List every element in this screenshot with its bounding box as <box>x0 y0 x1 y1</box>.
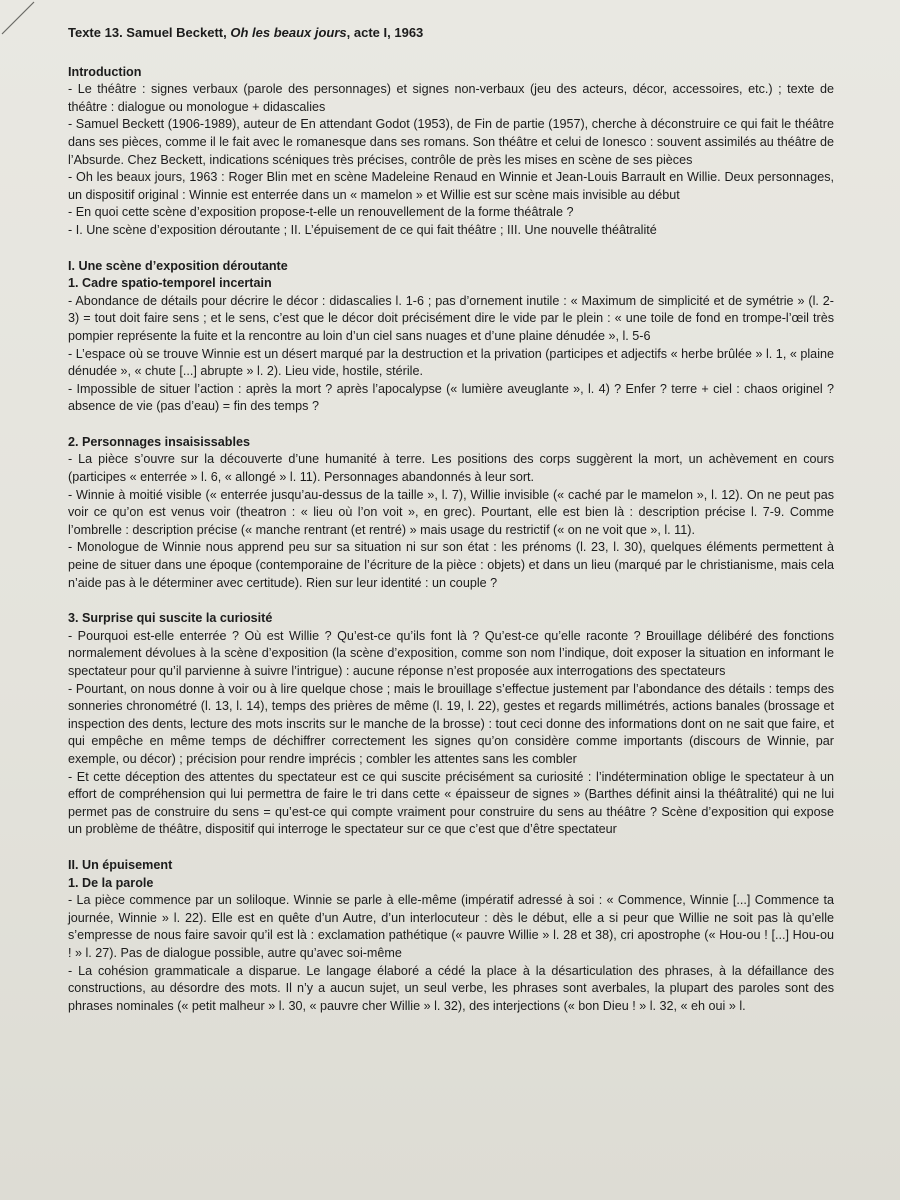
part1-sub1-paragraph: - Impossible de situer l’action : après la mort ? après l’apocalypse (« lumière aveuglante », l. 4) ? Enfer ? terre + ciel : chaos originel ? absence de vie (pas d’eau) = fin des temps ? <box>68 381 834 414</box>
part1-sub2-paragraph: - Monologue de Winnie nous apprend peu sur sa situation ni sur son état : les prénoms (l. 23, l. 30), quelques éléments permettent à peine de situer dans une époque (contemporaine de l’écriture de la pièce : objets) et dans un lieu (marqué par le christianisme, mais cela n’aide pas à le déterminer avec certitude). Rien sur leur identité : un couple ? <box>68 540 834 590</box>
part2-sub1-heading: 1. De la parole <box>68 875 154 890</box>
part1-sub3-paragraph: - Pourquoi est-elle enterrée ? Où est Willie ? Qu’est-ce qu’ils font là ? Qu’est-ce qu’elle raconte ? Brouillage délibéré des fonctions normalement dévolues à la scène d’exposition (la scène d’exposition, comme son nom l’indique, doit exposer la situation en informant le spectateur pour qu’il parvienne à suivre l’intrigue) : aucune réponse n’est proposée aux interrogations des spectateurs <box>68 628 834 678</box>
part1-sub2-paragraph: - Winnie à moitié visible (« enterrée jusqu’au-dessus de la taille », l. 7), Willie invisible (« caché par le mamelon », l. 12). On ne peut pas voir ce qu’on est venus voir (theatron : « lieu où l’on voit », en grec). Pourtant, elle est bien là : description précise l. 7-9. Comme l’ombrelle : description précise (« manche rentrant (et rentré) » mais usage du restrictif (« on ne voit que », l. 11). <box>68 487 834 537</box>
part1-sub1-paragraph: - L’espace où se trouve Winnie est un désert marqué par la destruction et la privation (participes et adjectifs « herbe brûlée » l. 1, « plaine dénudée », « chute [...] abrupte » l. 2). Lieu vide, hostile, stérile. <box>68 346 834 379</box>
title-work: Oh les beaux jours <box>230 25 347 40</box>
page-corner-fold <box>0 0 40 40</box>
part1-sub1-paragraph: - Abondance de détails pour décrire le décor : didascalies l. 1-6 ; pas d’ornement inutile : « Maximum de simplicité et de symétrie » (l. 2-3) = tout doit faire sens ; et le sens, c’est que le décor doit précisément dire le vide par le plein : « une toile de fond en trompe-l’œil très pompier représente la fuite et la rencontre au loin d’un ciel sans nuages et d’une plaine dénudée », l. 5-6 <box>68 293 834 343</box>
part1-sub2-paragraph: - La pièce s’ouvre sur la découverte d’une humanité à terre. Les positions des corps suggèrent la mort, un achèvement en cours (participes « enterrée » l. 6, « allongé » l. 11). Personnages abandonnés à leur sort. <box>68 452 834 485</box>
part1-sub3-heading: 3. Surprise qui suscite la curiosité <box>68 611 273 626</box>
introduction-section <box>68 64 834 240</box>
intro-paragraph: - I. Une scène d’exposition déroutante ; II. L’épuisement de ce qui fait théâtre ; III. Une nouvelle théâtralité <box>68 222 657 237</box>
part2-heading: II. Un épuisement <box>68 857 173 872</box>
part1-sub3-paragraph: - Et cette déception des attentes du spectateur est ce qui suscite précisément sa curiosité : l’indétermination oblige le spectateur à un effort de compréhension qui lui permettra de faire le tri dans cette « épaisseur de signes » (Barthes définit ainsi la théâtralité) qui ne lui permet pas de construire du sens = qu’est-ce qui compte vraiment pour construire du sens au théâtre ? Scène d’exposition qui expose un problème de théâtre, dispositif qui interroge le spectateur sur ce que c’est que d’être spectateur <box>68 769 834 837</box>
title-prefix: Texte 13. Samuel Beckett, <box>68 25 231 40</box>
introduction-heading: Introduction <box>68 64 142 79</box>
intro-paragraph: - Le théâtre : signes verbaux (parole des personnages) et signes non-verbaux (jeu des acteurs, décor, accessoires, etc.) ; texte de théâtre : dialogue ou monologue + didascalies <box>68 82 834 114</box>
part2-sub1-paragraph: - La pièce commence par un soliloque. Winnie se parle à elle-même (impératif adressé à soi : « Commence, Winnie [...] Commence ta journée, Winnie » l. 22). Elle est en quête d’un Autre, d’un interlocuteur : dès le début, elle a si peur que Willie ne soit pas là qu’elle s’empresse de nous faire savoir qu’il est là : exclamation pathétique (« pauvre Willie » l. 28 et 38), cri apostrophe (« Hou-ou ! [...] Hou-ou ! » l. 27). Pas de dialogue possible, autre qu’avec soi-même <box>68 893 834 960</box>
part2-section <box>68 857 834 1015</box>
intro-paragraph: - Samuel Beckett (1906-1989), auteur de En attendant Godot (1953), de Fin de partie (1957), cherche à déconstruire ce qui fait le théâtre dans ses pièces, comme il le fait avec le romanesque dans ses romans. Son théâtre et celui de Ionesco : souvent assimilés au théâtre de l’Absurde. Chez Beckett, indications scéniques très précises, contrôle de près les mises en scène de ses pièces <box>68 117 834 167</box>
part1-surprise-section <box>68 610 834 839</box>
part2-sub1-paragraph: - La cohésion grammaticale a disparue. Le langage élaboré a cédé la place à la désarticulation des phrases, à la défaillance des constructions, au désordre des mots. Il n’y a aucun sujet, un seul verbe, les phrases sont averbales, la plupart des paroles sont des phrases nominales (« petit malheur » l. 30, « pauvre cher Willie » l. 32), des interjections (« bon Dieu ! » l. 32, « eh oui » l. <box>68 963 834 1013</box>
title-suffix: , acte I, 1963 <box>346 25 424 40</box>
part1-cadre-section <box>68 258 834 416</box>
document-body <box>68 24 834 1033</box>
part1-sub2-heading: 2. Personnages insaisissables <box>68 434 251 449</box>
part1-heading: I. Une scène d’exposition déroutante <box>68 258 288 273</box>
intro-paragraph: - Oh les beaux jours, 1963 : Roger Blin met en scène Madeleine Renaud en Winnie et Jean-Louis Barrault en Willie. Deux personnages, un dispositif original : Winnie est enterrée dans un « mamelon » et Willie est sur scène mais invisible au début <box>68 170 834 202</box>
document-title <box>68 24 834 42</box>
intro-paragraph: - En quoi cette scène d’exposition propose-t-elle un renouvellement de la forme théâtrale ? <box>68 205 574 220</box>
part1-personnages-section <box>68 434 834 592</box>
part1-sub3-paragraph: - Pourtant, on nous donne à voir ou à lire quelque chose ; mais le brouillage s’effectue justement par l’abondance des détails : temps des sonneries chronométré (l. 13, l. 14), temps des prières de même (l. 19, l. 22), gestes et regards millimétrés, actions banales (brossage et inspection des dents, lecture des mots inscrits sur le manche de la brosse) : tout ceci donne des informations dont on ne sait que faire, et qui empêche en même temps de déchiffrer correctement les signes qu’on considère comme importants (discours de Winnie, par exemple, ou décor) ; précision pour rendre imprécis ; combler les attentes sans les combler <box>68 681 834 766</box>
part1-sub1-heading: 1. Cadre spatio-temporel incertain <box>68 276 272 291</box>
